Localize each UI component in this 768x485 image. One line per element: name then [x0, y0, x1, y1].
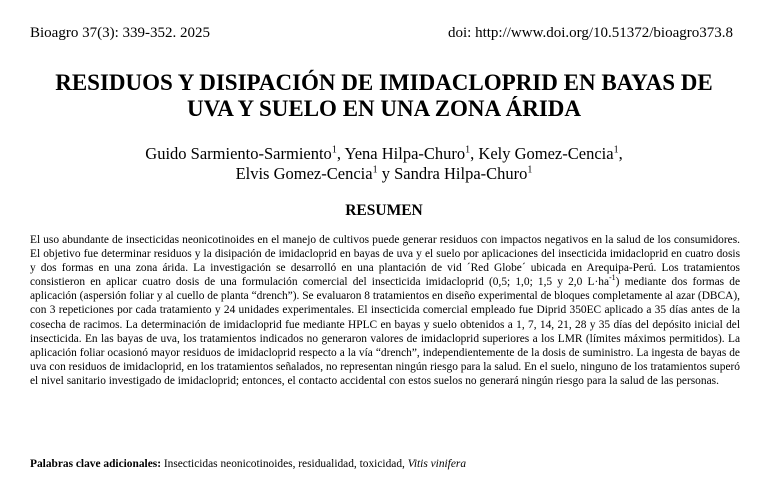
author-separator: y — [377, 163, 395, 183]
keywords-label: Palabras clave adicionales: — [30, 458, 161, 470]
author-separator: , — [336, 144, 345, 163]
keywords-text: Insecticidas neonicotinoides, residualidad, toxicidad, — [160, 458, 408, 470]
unit-superscript: -1 — [609, 273, 616, 283]
title-line-2: UVA Y SUELO EN UNA ZONA ÁRIDA — [186, 96, 582, 121]
affiliation-mark: 1 — [465, 144, 471, 156]
author-name: Sandra Hilpa-Churo — [394, 163, 528, 183]
author-name: Guido Sarmiento-Sarmiento — [145, 144, 332, 163]
abstract-text-part-2: ) mediante dos formas de aplicación (aspersión foliar y al cuello de planta “drench”). Se evaluaron 8 tratamientos en diseño experimental de bloques completamente al azar (DBCA), con 3 repeticiones por cada tratamiento y 24 unidades experimentales. El insecticida comercial empleado fue Diprid 350EC aplicado a 35 días antes de la cosecha de racimos. La determinación de imidacloprid fue mediante HPLC en bayas y suelo obtenidos a 1, 7, 14, 21, 28 y 35 días del depósito inicial del insecticida. En las bayas de uva, los tratamientos indicados no generaron valores de imidacloprid superiores a los LMR (límites máximos permitidos). La aplicación foliar ocasionó mayor residuos de imidacloprid respecto a la vía “drench”, independientemente de la dosis de suministro. La ingesta de bayas de uva con residuos de imidacloprid, en los tratamientos señalados, no representan ningún riesgo para la salud. En el suelo, ninguno de los tratamientos superó el nivel sanitario investigado de imidacloprid; entonces, el contacto accidental con estos suelos no generará ningún riesgo para la salud de las personas. — [30, 276, 740, 387]
doi-link[interactable]: doi: http://www.doi.org/10.51372/bioagro373.8 — [448, 25, 733, 41]
journal-citation: Bioagro 37(3): 339-352. 2025 — [30, 25, 210, 41]
abstract-text-part-1: El uso abundante de insecticidas neonicotinoides en el manejo de cultivos puede generar residuos con impactos negativos en la salud de los consumidores. El objetivo fue determinar residuos y la disipación de imidacloprid en bayas de uva y el suelo por aplicaciones del insecticida imidacloprid en cuatro dosis y dos formas en una zona árida. La investigación se desarrolló en una plantación de vid ´Red Globe´ ubicada en Arequipa-Perú. Los tratamientos consistieron en aplicar cuatro dosis de una formulación comercial del insecticida imidacloprid (0,5; 1,0; 1,5 y 2,0 L·ha — [30, 234, 740, 289]
abstract-body — [30, 233, 740, 388]
author-list — [40, 144, 728, 183]
article-title — [20, 70, 748, 122]
title-line-1: RESIDUOS Y DISIPACIÓN DE IMIDACLOPRID EN BAYAS DE — [55, 70, 713, 95]
keywords-line — [30, 457, 740, 471]
keywords-italic-term: Vitis vinifera — [407, 458, 467, 470]
author-line-2 — [40, 164, 728, 184]
affiliation-mark: 1 — [331, 144, 337, 156]
author-separator: , — [618, 144, 623, 163]
affiliation-mark: 1 — [372, 164, 378, 175]
affiliation-mark: 1 — [613, 144, 619, 156]
author-name: Yena Hilpa-Churo — [344, 144, 466, 163]
author-line-1 — [40, 144, 728, 164]
affiliation-mark: 1 — [527, 164, 533, 175]
author-separator: , — [470, 144, 479, 163]
abstract-heading: RESUMEN — [345, 202, 423, 219]
author-name: Elvis Gomez-Cencia — [235, 163, 373, 183]
author-name: Kely Gomez-Cencia — [478, 144, 614, 163]
